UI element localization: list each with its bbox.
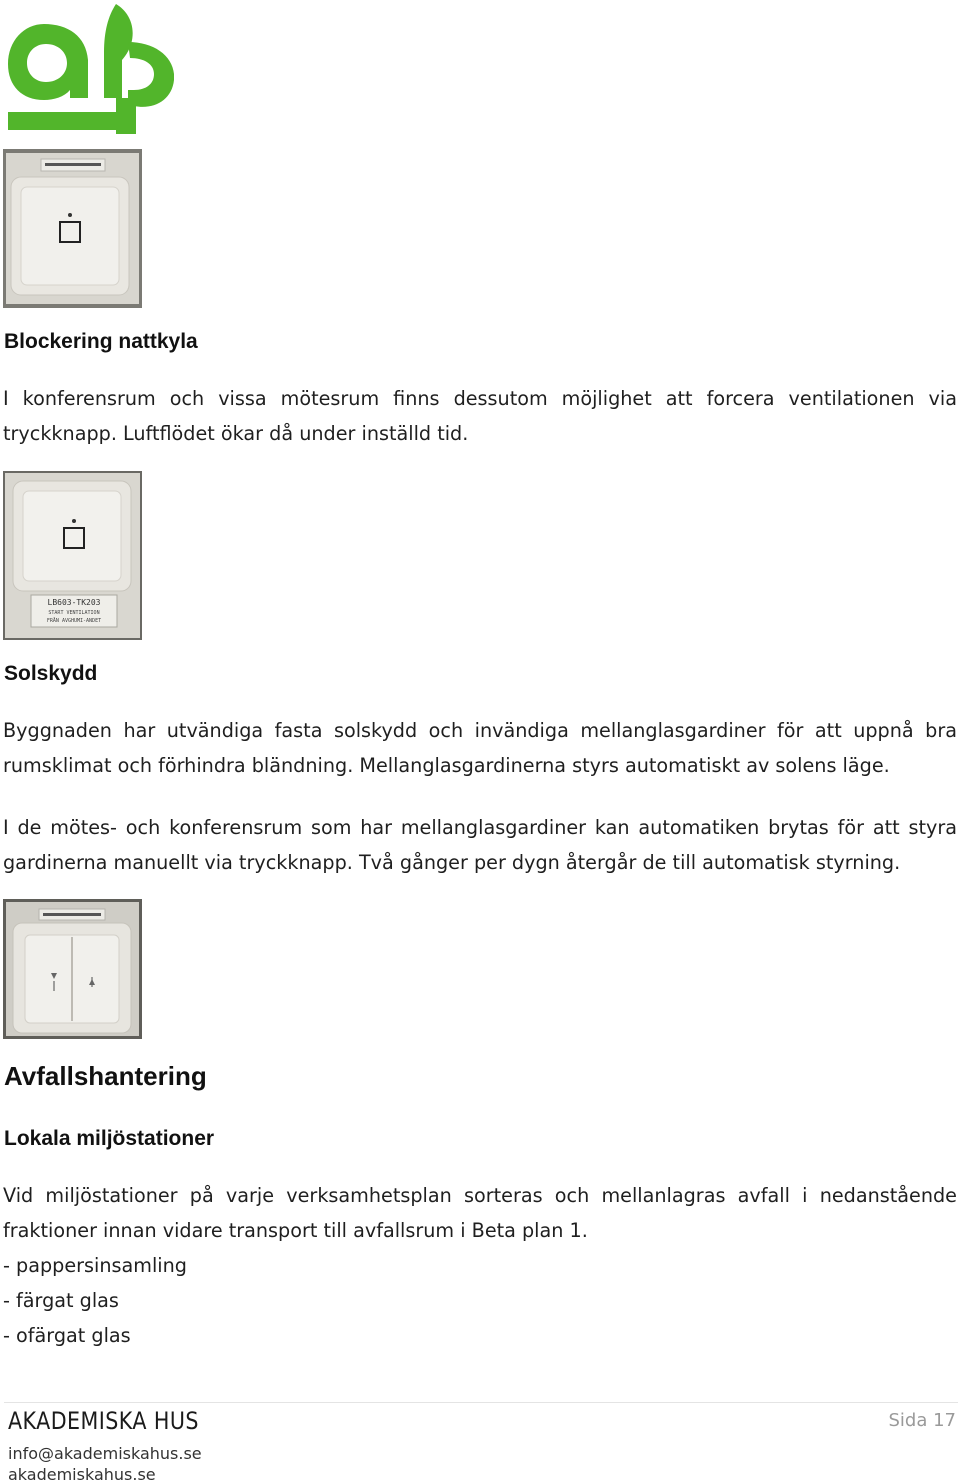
push-button-photo: [3, 149, 142, 308]
paragraph-sun-protection-1: Byggnaden har utvändiga fasta solskydd och invändiga mellanglasgardiner för att uppnå bra rumsklimat och förhindra bländning. Mellanglasgardinerna styrs automatiskt av solens läge.: [3, 719, 957, 777]
labeled-push-button-panel-icon: [3, 471, 142, 640]
double-rocker-switch-icon: [3, 899, 142, 1039]
waste-fractions-list: [3, 1248, 187, 1353]
akademiska-hus-logo-icon: [4, 2, 174, 134]
subheading-environment-stations: Lokala miljöstationer: [4, 1127, 215, 1150]
footer-divider: [4, 1402, 958, 1403]
heading-night-cooling: Blockering nattkyla: [4, 330, 198, 353]
footer-brand: AKADEMISKA HUS: [8, 1407, 199, 1435]
list-item: - pappersinsamling: [3, 1254, 187, 1277]
double-switch-photo: [3, 899, 142, 1039]
panel-label-line-2: START VENTILATION: [48, 610, 100, 616]
page-number: Sida 17: [888, 1410, 956, 1431]
paragraph-waste: Vid miljöstationer på varje verksamhetsplan sorteras och mellanlagras avfall i nedanstående fraktioner innan vidare transport till avfallsrum i Beta plan 1.: [3, 1184, 957, 1242]
paragraph-night-cooling: I konferensrum och vissa mötesrum finns dessutom möjlighet att forcera ventilationen via tryckknapp. Luftflödet ökar då under inställd tid.: [3, 387, 957, 445]
footer-email[interactable]: info@akademiskahus.se: [8, 1444, 202, 1463]
footer-website[interactable]: akademiskahus.se: [8, 1465, 156, 1484]
heading-sun-protection: Solskydd: [4, 662, 98, 685]
panel-label-line-1: LB603-TK203: [47, 598, 101, 607]
list-item: - färgat glas: [3, 1289, 119, 1312]
panel-label-line-3: FRÅN AVGHUMI-ANDET: [46, 618, 102, 624]
push-button-panel-icon: [3, 149, 142, 308]
labeled-push-button-photo: [3, 471, 142, 640]
list-item: - ofärgat glas: [3, 1324, 131, 1347]
heading-waste: Avfallshantering: [4, 1061, 207, 1091]
paragraph-sun-protection-2: I de mötes- och konferensrum som har mellanglasgardiner kan automatiken brytas för att styra gardinerna manuellt via tryckknapp. Två gånger per dygn återgår de till automatisk styrning.: [3, 816, 957, 874]
